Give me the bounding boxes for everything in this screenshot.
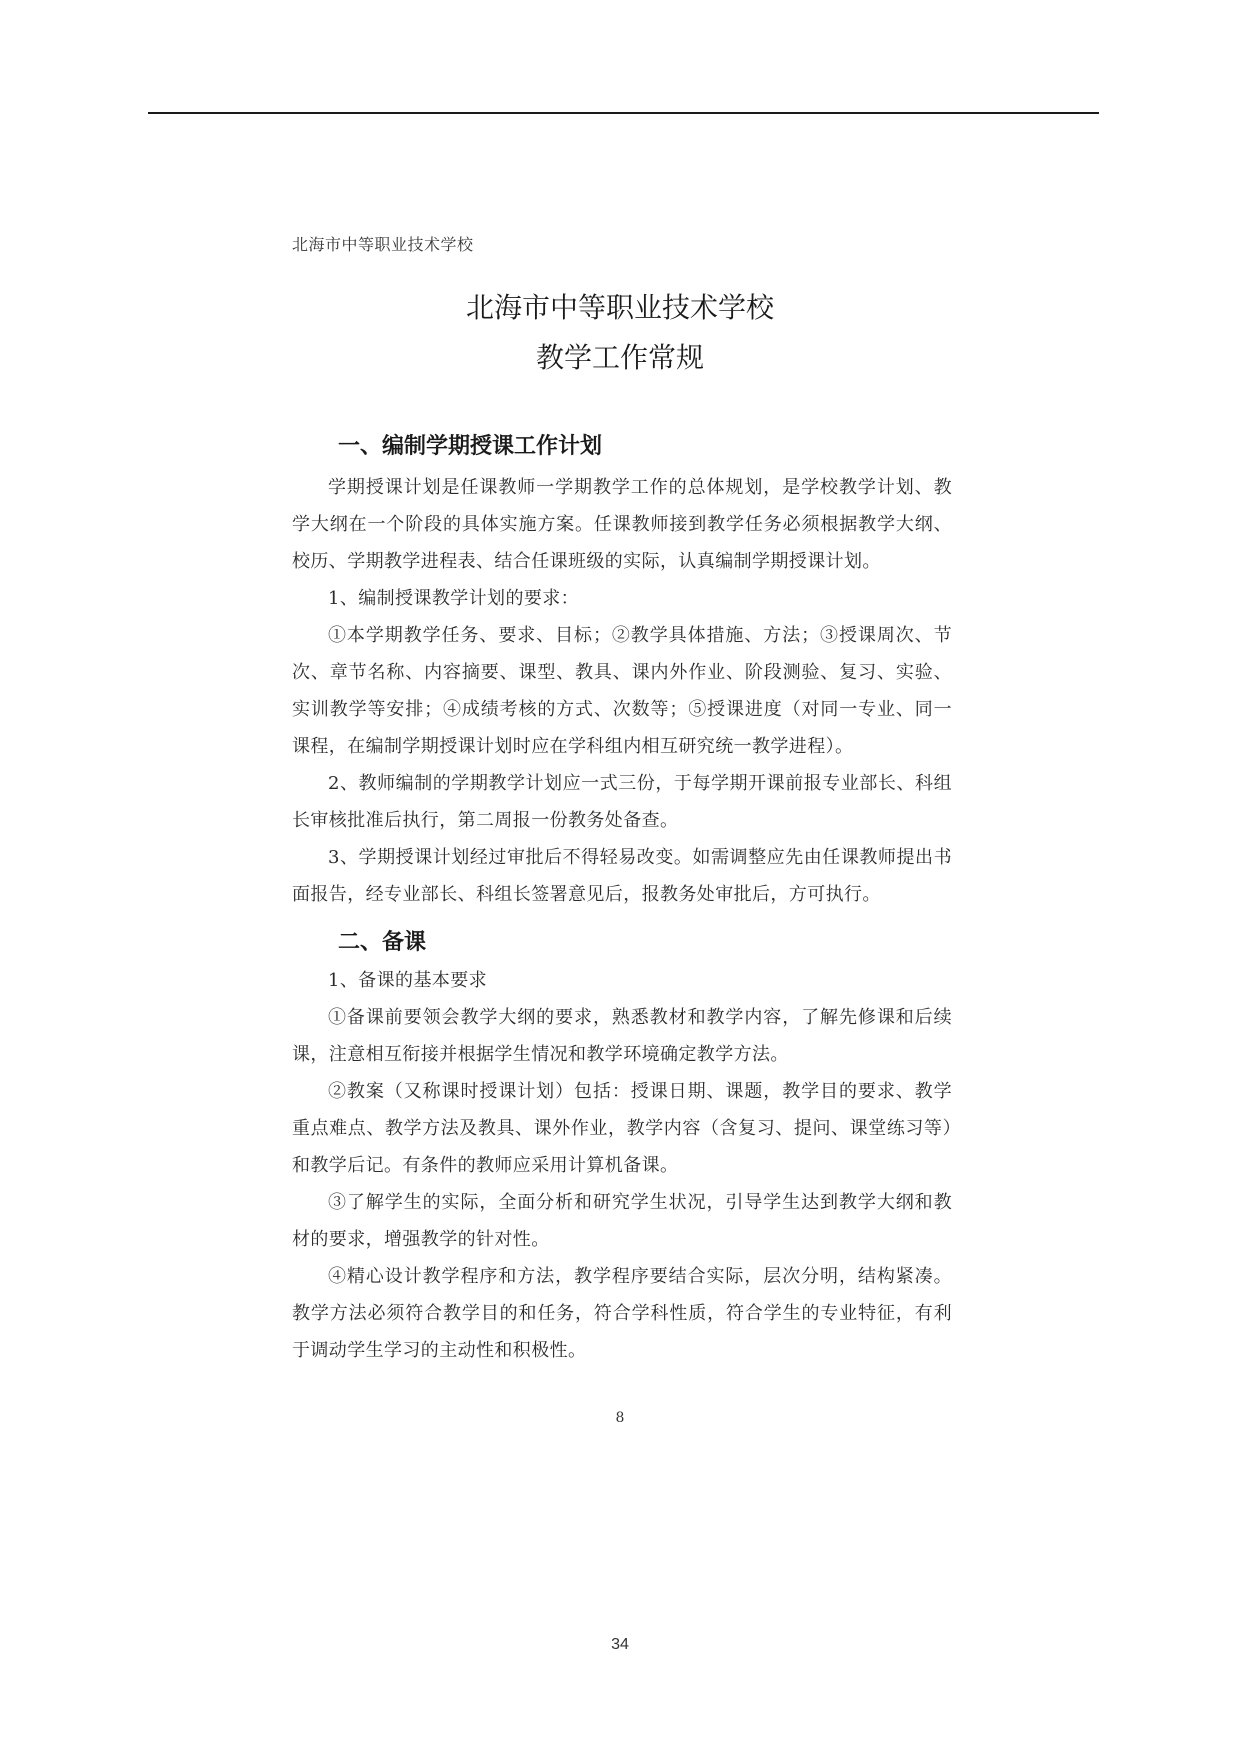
paragraph: 3、学期授课计划经过审批后不得轻易改变。如需调整应先由任课教师提出书面报告，经专业部长、科组长签署意见后，报教务处审批后，方可执行。 xyxy=(292,847,952,905)
document-title: 北海市中等职业技术学校 xyxy=(465,291,774,324)
paragraph: 学期授课计划是任课教师一学期教学工作的总体规划，是学校教学计划、教学大纲在一个阶段的具体实施方案。任课教师接到教学任务必须根据教学大纲、校历、学期教学进程表、结合任课班级的实际，认真编制学期授课计划。 xyxy=(292,477,952,572)
paragraph: ②教案（又称课时授课计划）包括：授课日期、课题，教学目的要求、教学重点难点、教学方法及教具、课外作业，教学内容（含复习、提问、课堂练习等）和教学后记。有条件的教师应采用计算机备课。 xyxy=(292,1081,952,1176)
document-subtitle: 教学工作常规 xyxy=(535,341,704,374)
paragraph: 2、教师编制的学期教学计划应一式三份，于每学期开课前报专业部长、科组长审核批准后执行，第二周报一份教务处备查。 xyxy=(292,773,952,831)
running-header: 北海市中等职业技术学校 xyxy=(292,235,474,254)
paragraph: 1、备课的基本要求 xyxy=(328,970,488,991)
paragraph: ④精心设计教学程序和方法，教学程序要结合实际，层次分明，结构紧凑。教学方法必须符合教学目的和任务，符合学科性质，符合学生的专业特征，有利于调动学生学习的主动性和积极性。 xyxy=(292,1266,952,1361)
section-heading: 二、备课 xyxy=(338,930,427,955)
paragraph: ①备课前要领会教学大纲的要求，熟悉教材和教学内容，了解先修课和后续课，注意相互衔接并根据学生情况和教学环境确定教学方法。 xyxy=(292,1007,952,1065)
paragraph: ③了解学生的实际，全面分析和研究学生状况，引导学生达到教学大纲和教材的要求，增强教学的针对性。 xyxy=(292,1192,952,1250)
inner-page-number: 8 xyxy=(615,1410,625,1426)
paragraph: ①本学期教学任务、要求、目标；②教学具体措施、方法；③授课周次、节次、章节名称、内容摘要、课型、教具、课内外作业、阶段测验、复习、实验、实训教学等安排；④成绩考核的方式、次数等；⑤授课进度（对同一专业、同一课程，在编制学期授课计划时应在学科组内相互研究统一教学进程）。 xyxy=(292,625,952,757)
top-rule xyxy=(148,112,1099,114)
paragraph: 1、编制授课教学计划的要求： xyxy=(328,588,580,609)
page-number: 34 xyxy=(611,1636,629,1653)
section-heading: 一、编制学期授课工作计划 xyxy=(338,434,603,459)
